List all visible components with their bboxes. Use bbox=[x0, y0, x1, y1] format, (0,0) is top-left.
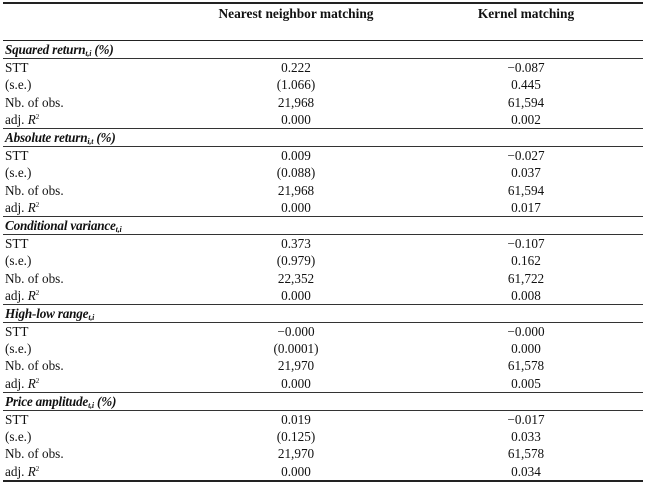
section-title-suffix: (%) bbox=[91, 42, 114, 58]
kernel-matching-value: −0.000 bbox=[507, 324, 545, 340]
table-row bbox=[3, 235, 643, 253]
kernel-matching-value: 0.002 bbox=[511, 111, 541, 127]
row-label: STT bbox=[5, 60, 29, 76]
table-row bbox=[3, 463, 643, 481]
section-title-subscript: i,t bbox=[87, 137, 94, 147]
section-title-subscript: t,i bbox=[85, 49, 92, 59]
nearest-neighbor-value: 0.000 bbox=[281, 287, 311, 303]
table-row bbox=[3, 428, 643, 445]
table-row bbox=[3, 164, 643, 181]
table-row bbox=[3, 375, 643, 393]
row-label: (s.e.) bbox=[5, 253, 32, 269]
nearest-neighbor-value: 21,968 bbox=[277, 182, 315, 198]
nearest-neighbor-value: 0.222 bbox=[281, 60, 311, 76]
kernel-matching-value: 61,722 bbox=[507, 270, 545, 286]
nearest-neighbor-value: (0.979) bbox=[276, 253, 316, 269]
kernel-matching-value: 61,594 bbox=[507, 94, 545, 110]
section-title bbox=[3, 128, 643, 146]
kernel-matching-value: −0.017 bbox=[507, 412, 545, 428]
kernel-matching-value: 61,594 bbox=[507, 182, 545, 198]
row-label: Nb. of obs. bbox=[5, 94, 64, 110]
table-row bbox=[3, 182, 643, 199]
kernel-matching-value: 0.005 bbox=[511, 375, 541, 391]
section-header-row bbox=[3, 41, 643, 59]
kernel-matching-value: 0.000 bbox=[511, 341, 541, 357]
section-title bbox=[3, 41, 643, 59]
row-label: (s.e.) bbox=[5, 165, 32, 181]
table-row bbox=[3, 94, 643, 111]
nearest-neighbor-value: 21,968 bbox=[277, 94, 315, 110]
section-title-suffix: (%) bbox=[93, 393, 117, 409]
row-label: STT bbox=[5, 236, 29, 252]
nearest-neighbor-value: (0.0001) bbox=[273, 341, 319, 357]
results-table-container bbox=[3, 2, 643, 482]
nearest-neighbor-value: 21,970 bbox=[277, 446, 315, 462]
table-row bbox=[3, 199, 643, 217]
table-row bbox=[3, 111, 643, 129]
section-title-text: Absolute return bbox=[5, 130, 88, 146]
row-label: (s.e.) bbox=[5, 429, 32, 445]
nearest-neighbor-value: 0.000 bbox=[281, 111, 311, 127]
table-row bbox=[3, 323, 643, 341]
section-title-text: Squared return bbox=[5, 42, 86, 58]
row-label: STT bbox=[5, 412, 29, 428]
nearest-neighbor-value: (0.125) bbox=[276, 429, 316, 445]
header-row bbox=[3, 3, 643, 41]
row-label: adj. $R^2$ bbox=[5, 111, 40, 127]
section-title bbox=[3, 304, 643, 322]
nearest-neighbor-value: 0.019 bbox=[281, 412, 311, 428]
row-label: Nb. of obs. bbox=[5, 182, 64, 198]
header-kernel-matching: Kernel matching bbox=[409, 3, 643, 41]
row-label: Nb. of obs. bbox=[5, 358, 64, 374]
table-header bbox=[3, 3, 643, 41]
kernel-matching-value: 0.037 bbox=[511, 165, 541, 181]
table-row bbox=[3, 59, 643, 77]
row-label: adj. $R^2$ bbox=[5, 375, 40, 391]
kernel-matching-value: −0.087 bbox=[507, 60, 545, 76]
nearest-neighbor-value: 22,352 bbox=[277, 270, 315, 286]
header-nearest-neighbor: Nearest neighbor matching bbox=[183, 3, 409, 41]
kernel-matching-value: 61,578 bbox=[507, 358, 545, 374]
row-label: Nb. of obs. bbox=[5, 446, 64, 462]
section-title-suffix: (%) bbox=[93, 130, 116, 146]
kernel-matching-value: 0.445 bbox=[511, 77, 541, 93]
table-row bbox=[3, 357, 643, 374]
section-title-text: Price amplitude bbox=[5, 393, 89, 409]
row-label: adj. $R^2$ bbox=[5, 287, 40, 303]
section-title-subscript: t,i bbox=[88, 400, 94, 410]
nearest-neighbor-value: (0.088) bbox=[276, 165, 316, 181]
table-row bbox=[3, 147, 643, 165]
section-title-subscript: t,i bbox=[115, 224, 122, 234]
nearest-neighbor-value: 0.000 bbox=[183, 463, 409, 481]
kernel-matching-value: 0.008 bbox=[511, 287, 541, 303]
section-header-row bbox=[3, 128, 643, 146]
row-label: adj. $R^2$ bbox=[5, 199, 40, 215]
nearest-neighbor-value: 0.009 bbox=[281, 148, 311, 164]
table-row bbox=[3, 252, 643, 269]
row-label: adj. $R^2$ bbox=[3, 463, 183, 481]
kernel-matching-value: −0.107 bbox=[507, 236, 545, 252]
section-title bbox=[3, 216, 643, 234]
row-label: Nb. of obs. bbox=[5, 270, 64, 286]
row-label: STT bbox=[5, 324, 29, 340]
table-row bbox=[3, 287, 643, 305]
kernel-matching-value: 0.162 bbox=[511, 253, 541, 269]
section-title bbox=[3, 392, 643, 410]
kernel-matching-value: −0.027 bbox=[507, 148, 545, 164]
row-label: (s.e.) bbox=[5, 341, 32, 357]
section-header-row bbox=[3, 392, 643, 410]
section-header-row bbox=[3, 304, 643, 322]
header-empty-cell bbox=[3, 3, 183, 41]
nearest-neighbor-value: 21,970 bbox=[277, 358, 315, 374]
table-row bbox=[3, 269, 643, 286]
table-row bbox=[3, 76, 643, 93]
section-title-subscript: t,i bbox=[88, 312, 95, 322]
kernel-matching-value: 0.034 bbox=[409, 463, 643, 481]
nearest-neighbor-value: 0.000 bbox=[281, 375, 311, 391]
nearest-neighbor-value: 0.373 bbox=[281, 236, 311, 252]
kernel-matching-value: 0.033 bbox=[511, 429, 541, 445]
table-row bbox=[3, 340, 643, 357]
nearest-neighbor-value: −0.000 bbox=[277, 324, 315, 340]
kernel-matching-value: 61,578 bbox=[507, 446, 545, 462]
table-body bbox=[3, 41, 643, 481]
nearest-neighbor-value: 0.000 bbox=[281, 199, 311, 215]
table-row bbox=[3, 410, 643, 428]
section-title-text: High-low range bbox=[5, 305, 89, 321]
section-title-text: Conditional variance bbox=[5, 217, 116, 233]
section-header-row bbox=[3, 216, 643, 234]
nearest-neighbor-value: (1.066) bbox=[276, 77, 316, 93]
row-label: (s.e.) bbox=[5, 77, 32, 93]
kernel-matching-value: 0.017 bbox=[511, 199, 541, 215]
row-label: STT bbox=[5, 148, 29, 164]
results-table bbox=[3, 2, 643, 482]
table-row bbox=[3, 445, 643, 462]
